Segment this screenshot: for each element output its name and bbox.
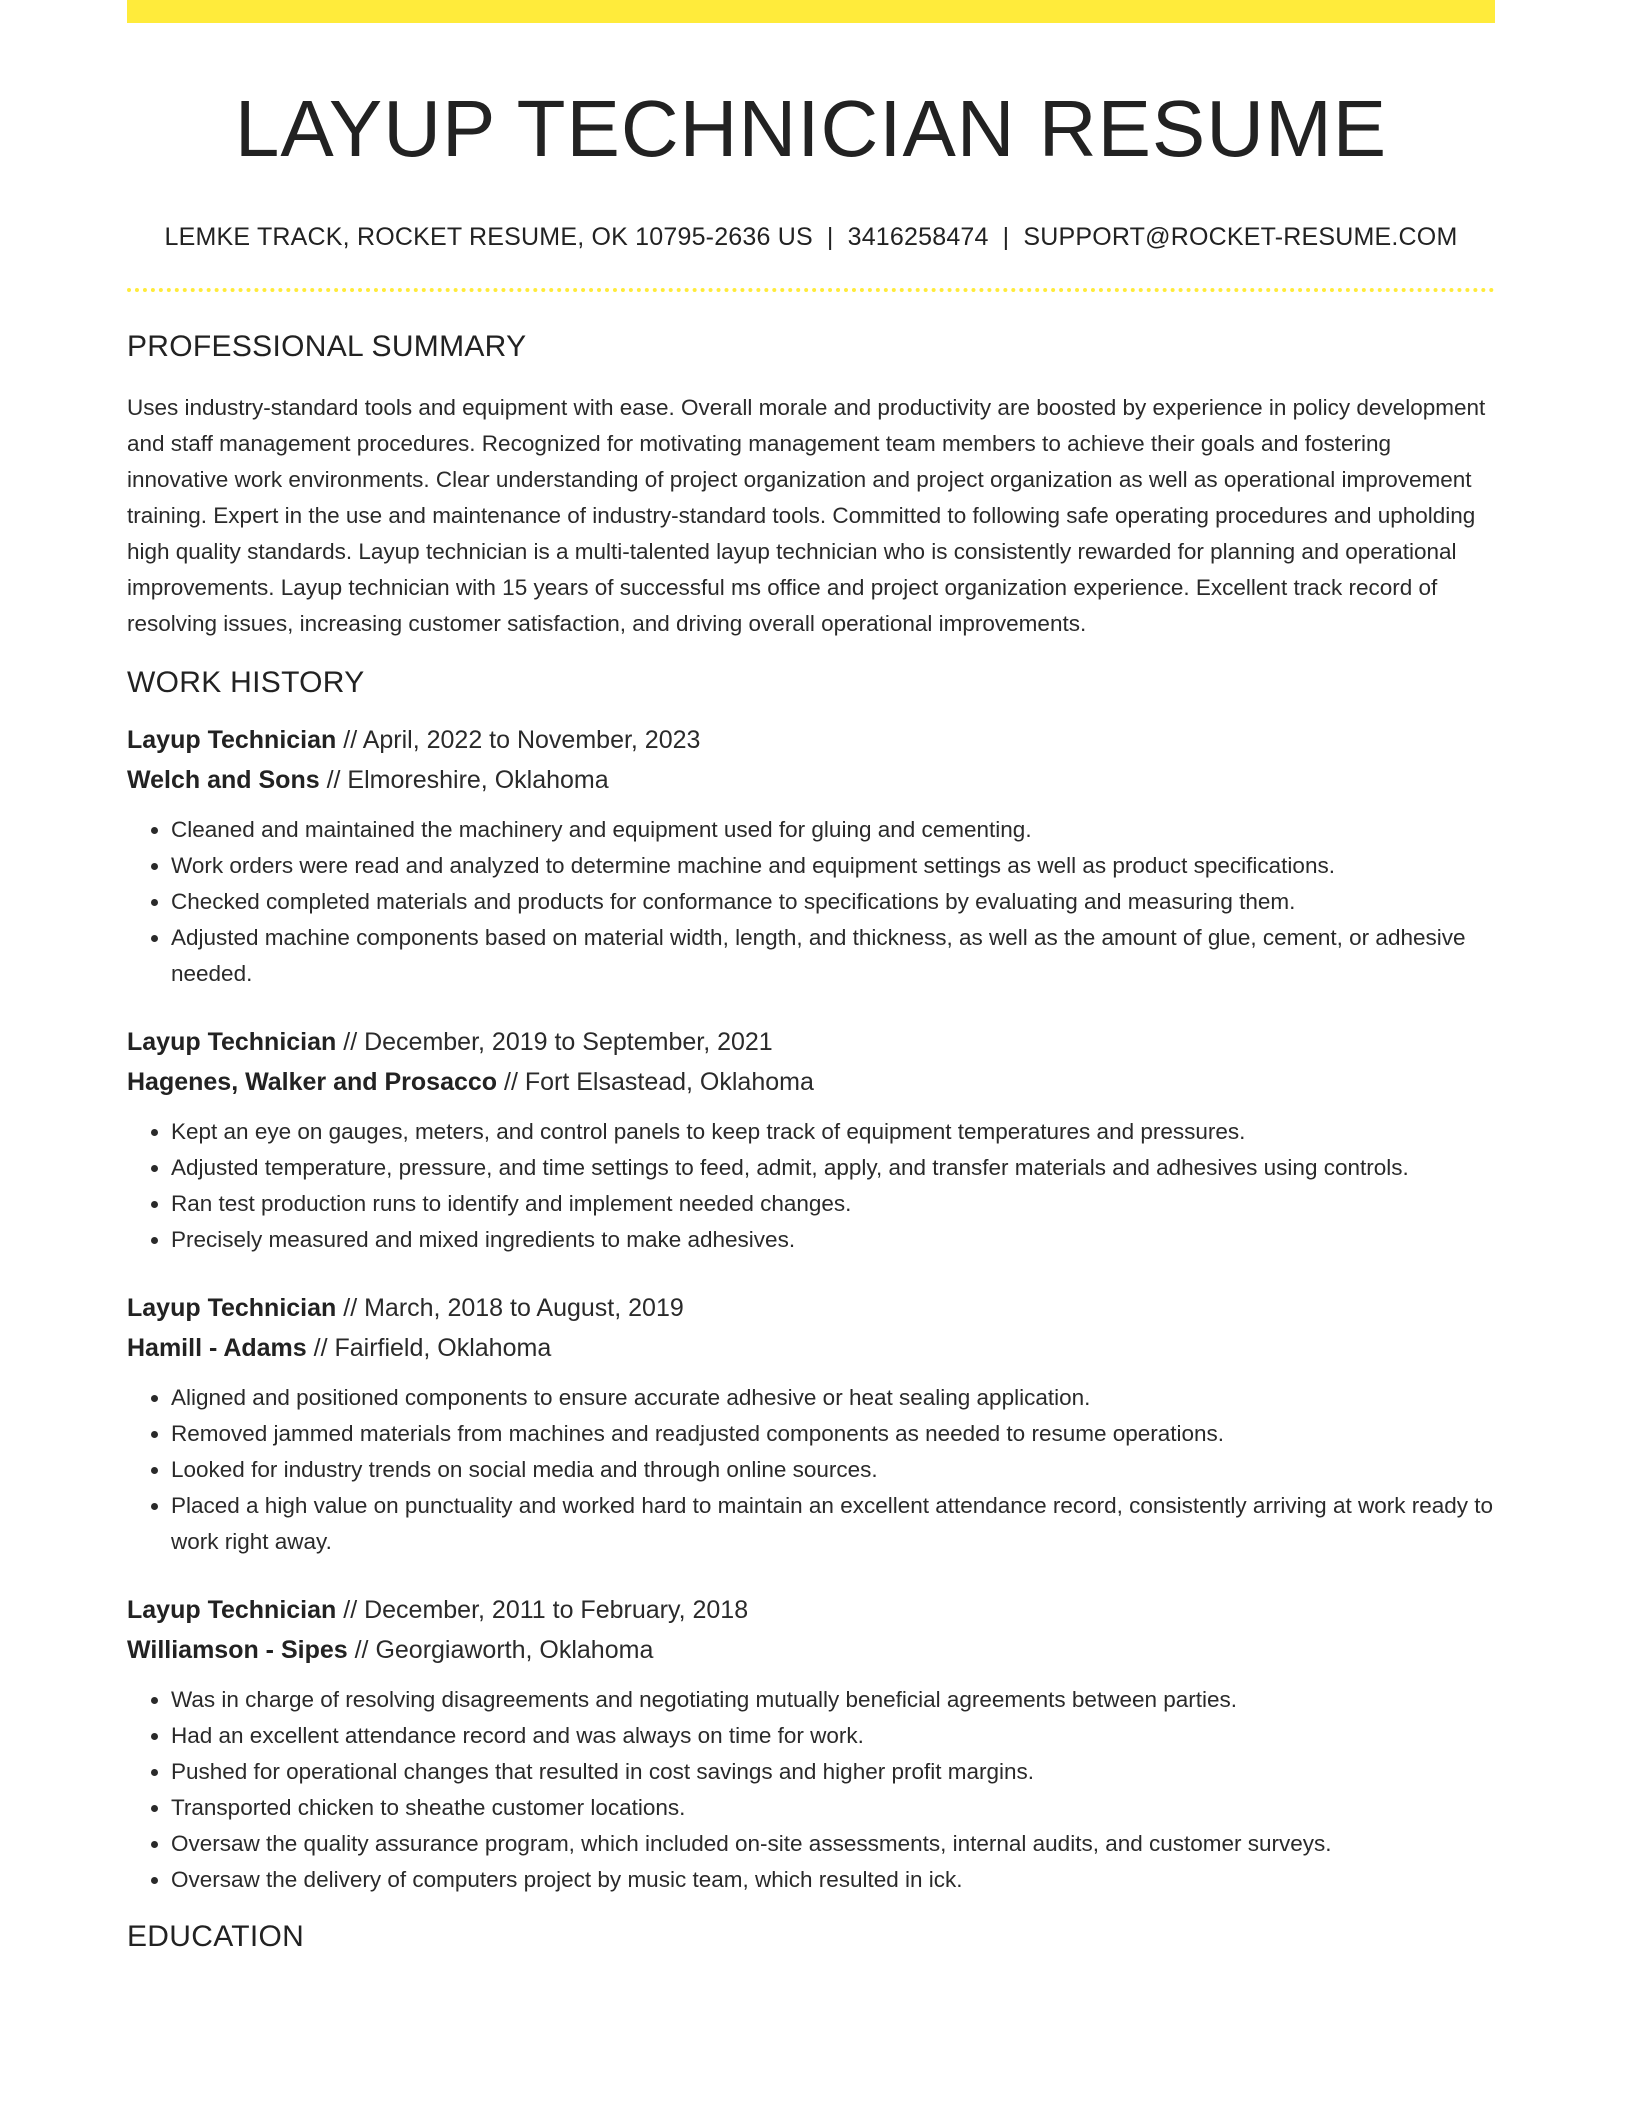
job-bullets bbox=[127, 1114, 1495, 1258]
list-item: • Aligned and positioned components to ensure accurate adhesive or heat sealing application. bbox=[171, 1380, 1495, 1416]
list-item: • Removed jammed materials from machines and readjusted components as needed to resume operations. bbox=[171, 1416, 1495, 1452]
job-title-line bbox=[127, 1022, 1495, 1062]
job-location: // Fairfield, Oklahoma bbox=[306, 1334, 552, 1362]
list-item: • Was in charge of resolving disagreements and negotiating mutually beneficial agreements between parties. bbox=[171, 1682, 1495, 1718]
list-item: • Looked for industry trends on social media and through online sources. bbox=[171, 1452, 1495, 1488]
job-dates: // April, 2022 to November, 2023 bbox=[336, 726, 701, 754]
job-company-line bbox=[127, 760, 1495, 800]
list-item: • Placed a high value on punctuality and worked hard to maintain an excellent attendance record, consistently arriving at work ready to work right away. bbox=[171, 1488, 1495, 1560]
list-item: • Pushed for operational changes that resulted in cost savings and higher profit margins. bbox=[171, 1754, 1495, 1790]
list-item: • Had an excellent attendance record and was always on time for work. bbox=[171, 1718, 1495, 1754]
job-company-line bbox=[127, 1630, 1495, 1670]
job-dates: // December, 2011 to February, 2018 bbox=[336, 1596, 749, 1624]
dotted-divider bbox=[127, 288, 1495, 292]
job-title: Layup Technician bbox=[127, 1028, 337, 1056]
job-bullets bbox=[127, 1682, 1495, 1898]
work-history-heading: WORK HISTORY bbox=[127, 666, 365, 699]
list-item: • Checked completed materials and products for conformance to specifications by evaluating and measuring them. bbox=[171, 884, 1495, 920]
job-company: Williamson - Sipes bbox=[127, 1636, 348, 1664]
job-bullets bbox=[127, 812, 1495, 992]
job-title-line bbox=[127, 1288, 1495, 1328]
job-title-line bbox=[127, 720, 1495, 760]
top-accent-bar bbox=[127, 0, 1495, 23]
job-company: Hamill - Adams bbox=[127, 1334, 307, 1362]
contact-email: SUPPORT@ROCKET-RESUME.COM bbox=[1023, 223, 1458, 251]
job-bullets bbox=[127, 1380, 1495, 1560]
contact-line bbox=[127, 223, 1495, 252]
job-title: Layup Technician bbox=[127, 726, 337, 754]
list-item: • Adjusted machine components based on material width, length, and thickness, as well as the amount of glue, cement, or adhesive needed. bbox=[171, 920, 1495, 992]
job-company: Welch and Sons bbox=[127, 766, 320, 794]
job-dates: // March, 2018 to August, 2019 bbox=[336, 1294, 684, 1322]
list-item: • Ran test production runs to identify and implement needed changes. bbox=[171, 1186, 1495, 1222]
job-company: Hagenes, Walker and Prosacco bbox=[127, 1068, 498, 1096]
job-company-line bbox=[127, 1328, 1495, 1368]
list-item: • Transported chicken to sheathe customer locations. bbox=[171, 1790, 1495, 1826]
page-title: LAYUP TECHNICIAN RESUME bbox=[234, 84, 1388, 173]
job-title: Layup Technician bbox=[127, 1596, 337, 1624]
job-entry bbox=[127, 1288, 1495, 1560]
job-entry bbox=[127, 720, 1495, 992]
resume-page bbox=[127, 0, 1495, 1954]
job-entry bbox=[127, 1590, 1495, 1898]
list-item: • Oversaw the delivery of computers project by music team, which resulted in ick. bbox=[171, 1862, 1495, 1898]
list-item: • Adjusted temperature, pressure, and time settings to feed, admit, apply, and transfer materials and adhesives using controls. bbox=[171, 1150, 1495, 1186]
education-heading: EDUCATION bbox=[127, 1920, 305, 1953]
list-item: • Work orders were read and analyzed to determine machine and equipment settings as well as product specifications. bbox=[171, 848, 1495, 884]
contact-phone: 3416258474 bbox=[847, 223, 989, 251]
summary-heading: PROFESSIONAL SUMMARY bbox=[127, 330, 527, 363]
list-item: • Cleaned and maintained the machinery and equipment used for gluing and cementing. bbox=[171, 812, 1495, 848]
contact-separator: | bbox=[826, 223, 834, 251]
list-item: • Precisely measured and mixed ingredients to make adhesives. bbox=[171, 1222, 1495, 1258]
job-title-line bbox=[127, 1590, 1495, 1630]
job-location: // Fort Elsastead, Oklahoma bbox=[497, 1068, 814, 1096]
job-dates: // December, 2019 to September, 2021 bbox=[336, 1028, 773, 1056]
job-location: // Georgiaworth, Oklahoma bbox=[347, 1636, 654, 1664]
list-item: • Oversaw the quality assurance program, which included on-site assessments, internal audits, and customer surveys. bbox=[171, 1826, 1495, 1862]
contact-separator: | bbox=[1002, 223, 1010, 251]
job-title: Layup Technician bbox=[127, 1294, 337, 1322]
job-entry bbox=[127, 1022, 1495, 1258]
job-company-line bbox=[127, 1062, 1495, 1102]
job-location: // Elmoreshire, Oklahoma bbox=[319, 766, 609, 794]
list-item: • Kept an eye on gauges, meters, and control panels to keep track of equipment temperatures and pressures. bbox=[171, 1114, 1495, 1150]
contact-address: LEMKE TRACK, ROCKET RESUME, OK 10795-2636 US bbox=[164, 223, 813, 251]
summary-text: Uses industry-standard tools and equipment with ease. Overall morale and productivity are boosted by experience in policy development and staff management procedures. Recognized for motivating management team members to achieve their goals and fostering innovative work environments. Clear understanding of project organization and project organization as well as operational improvement training. Expert in the use and maintenance of industry-standard tools. Committed to following safe operating procedures and upholding high quality standards. Layup technician is a multi-talented layup technician who is consistently rewarded for planning and operational improvements. Layup technician with 15 years of successful ms office and project organization experience. Excellent track record of resolving issues, increasing customer satisfaction, and driving overall operational improvements. bbox=[127, 395, 1486, 636]
